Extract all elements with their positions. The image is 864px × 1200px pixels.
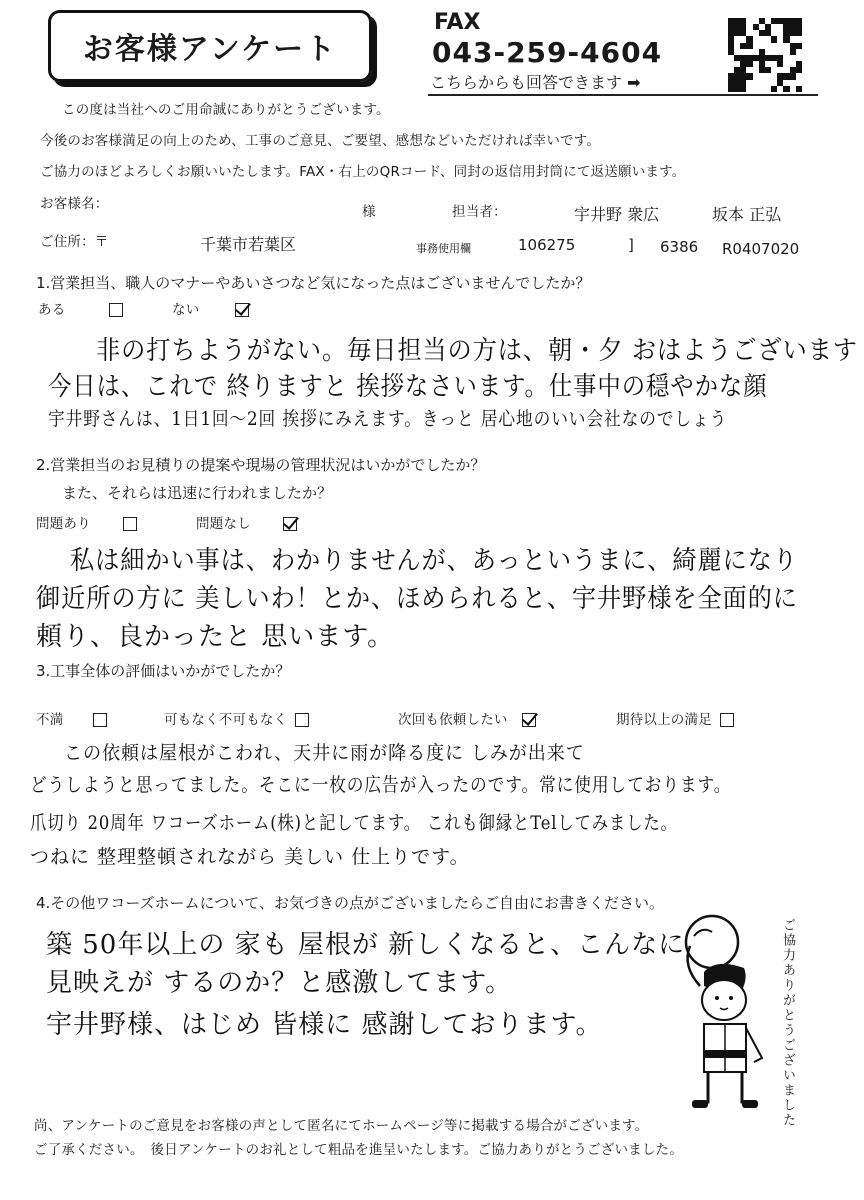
staff-name-1: 宇井野 衆広	[574, 205, 660, 224]
q3-option-2-label: 可もなく不可もなく	[164, 712, 288, 728]
q1-answer-line-2: 今日は、これで 終りますと 挨拶なさいます。仕事中の穏やかな顔	[48, 372, 768, 402]
qr-code[interactable]	[728, 18, 802, 92]
fax-number: 043-259-4604	[432, 36, 663, 69]
q2-option-problem[interactable]	[36, 512, 137, 532]
honorific: 様	[362, 204, 376, 220]
office-code-2: 6386	[660, 238, 699, 256]
q2-answer-line-2: 御近所の方に 美しいわ！とか、ほめられると、宇井野様を全面的に	[36, 584, 798, 614]
q2-option-problem-label: 問題あり	[36, 516, 91, 532]
office-code-1: 106275	[518, 236, 576, 254]
q2-answer-line-3: 頼り、良かったと 思います。	[36, 622, 395, 652]
staff-label: 担当者：	[452, 204, 507, 220]
q3-option-3-checkbox[interactable]	[522, 713, 536, 727]
q1-yes-checkbox[interactable]	[109, 303, 123, 317]
staff-name-2: 坂本 正弘	[712, 205, 782, 224]
survey-title: お客様アンケート	[48, 10, 372, 82]
qr-module	[796, 86, 802, 92]
q3-option-3[interactable]	[398, 708, 536, 728]
worker-illustration	[664, 912, 774, 1112]
q3-option-4-checkbox[interactable]	[720, 713, 734, 727]
q1-answer-line-3: 宇井野さんは、1日1回〜2回 挨拶にみえます。きっと 居心地のいい会社なのでしょう	[48, 408, 728, 430]
q3-option-3-label: 次回も依頼したい	[398, 712, 508, 728]
q4-answer-line-2: 見映えが するのか？と感激してます。	[46, 968, 513, 998]
q4-question: 4.その他ワコーズホームについて、お気づきの点がございましたらご自由にお書きください。	[36, 894, 664, 912]
fax-label: FAX	[434, 10, 481, 35]
intro-line-1: この度は当社へのご用命誠にありがとうございます。	[62, 102, 390, 118]
q3-answer-line-1: この依頼は屋根がこわれ、天井に雨が降る度に しみが出来て	[64, 742, 585, 764]
thanks-vertical-text: ご協力ありがとうございました	[780, 918, 795, 1128]
footer-line-2: ご了承ください。 後日アンケートのお礼として粗品を進呈いたします。ご協力ありがとうございました。	[34, 1142, 683, 1158]
q1-option-yes[interactable]	[38, 298, 123, 318]
q3-option-2[interactable]	[164, 708, 309, 728]
q2-option-no-problem[interactable]	[196, 512, 297, 532]
address-label: ご住所：〒	[40, 234, 109, 250]
q2-no-problem-checkbox[interactable]	[283, 517, 297, 531]
q2-question-2: また、それらは迅速に行われましたか？	[62, 484, 333, 502]
q1-option-no[interactable]	[172, 298, 249, 318]
q3-option-4-label: 期待以上の満足	[616, 712, 712, 728]
header-rule	[428, 94, 818, 96]
q2-answer-line-1: 私は細かい事は、わかりませんが、あっというまに、綺麗になり	[70, 546, 798, 576]
q1-option-no-label: ない	[172, 302, 200, 318]
address-value: 千葉市若葉区	[200, 235, 297, 254]
q3-option-2-checkbox[interactable]	[295, 713, 309, 727]
customer-name-label: お客様名：	[40, 196, 109, 212]
q1-answer-line-1: 非の打ちようがない。毎日担当の方は、朝・夕 おはようございます	[96, 336, 858, 366]
qr-note: こちらからも回答できます ➡	[430, 73, 641, 92]
office-use-label: 事務使用欄	[416, 242, 471, 255]
q3-answer-line-4: つねに 整理整頓されながら 美しい 仕上りです。	[30, 846, 470, 868]
q2-question: 2.営業担当のお見積りの提案や現場の管理状況はいかがでしたか？	[36, 456, 486, 474]
q3-answer-line-3: 爪切り 20周年 ワコーズホーム(株)と記してます。 これも御縁とTelしてみました。	[30, 812, 678, 834]
q3-option-4[interactable]	[616, 708, 734, 728]
q4-answer-line-3: 宇井野様、はじめ 皆様に 感謝しております。	[46, 1010, 603, 1040]
q2-option-no-problem-label: 問題なし	[196, 516, 251, 532]
q3-option-1-label: 不満	[36, 712, 64, 728]
q1-no-checkbox[interactable]	[235, 303, 249, 317]
office-bracket: ]	[628, 236, 634, 254]
intro-line-3: ご協力のほどよろしくお願いいたします。FAX・右上のQRコード、同封の返信用封筒にて返送願います。	[40, 164, 686, 180]
office-code-3: R0407020	[722, 240, 800, 258]
q3-option-1-checkbox[interactable]	[93, 713, 107, 727]
q3-question: 3.工事全体の評価はいかがでしたか？	[36, 662, 291, 680]
q4-answer-line-1: 築 50年以上の 家も 屋根が 新しくなると、こんなに	[46, 930, 686, 960]
footer-line-1: 尚、アンケートのご意見をお客様の声として匿名にてホームページ等に掲載する場合がございます。	[34, 1118, 649, 1134]
q3-option-1[interactable]	[36, 708, 107, 728]
q1-question: 1.営業担当、職人のマナーやあいさつなど気になった点はございませんでしたか？	[36, 274, 591, 292]
q1-option-yes-label: ある	[38, 302, 66, 318]
q2-problem-checkbox[interactable]	[123, 517, 137, 531]
q3-answer-line-2: どうしようと思ってました。そこに一枚の広告が入ったのです。常に使用しております。	[30, 774, 732, 796]
intro-line-2: 今後のお客様満足の向上のため、工事のご意見、ご要望、感想などいただければ幸いです。	[40, 133, 601, 149]
